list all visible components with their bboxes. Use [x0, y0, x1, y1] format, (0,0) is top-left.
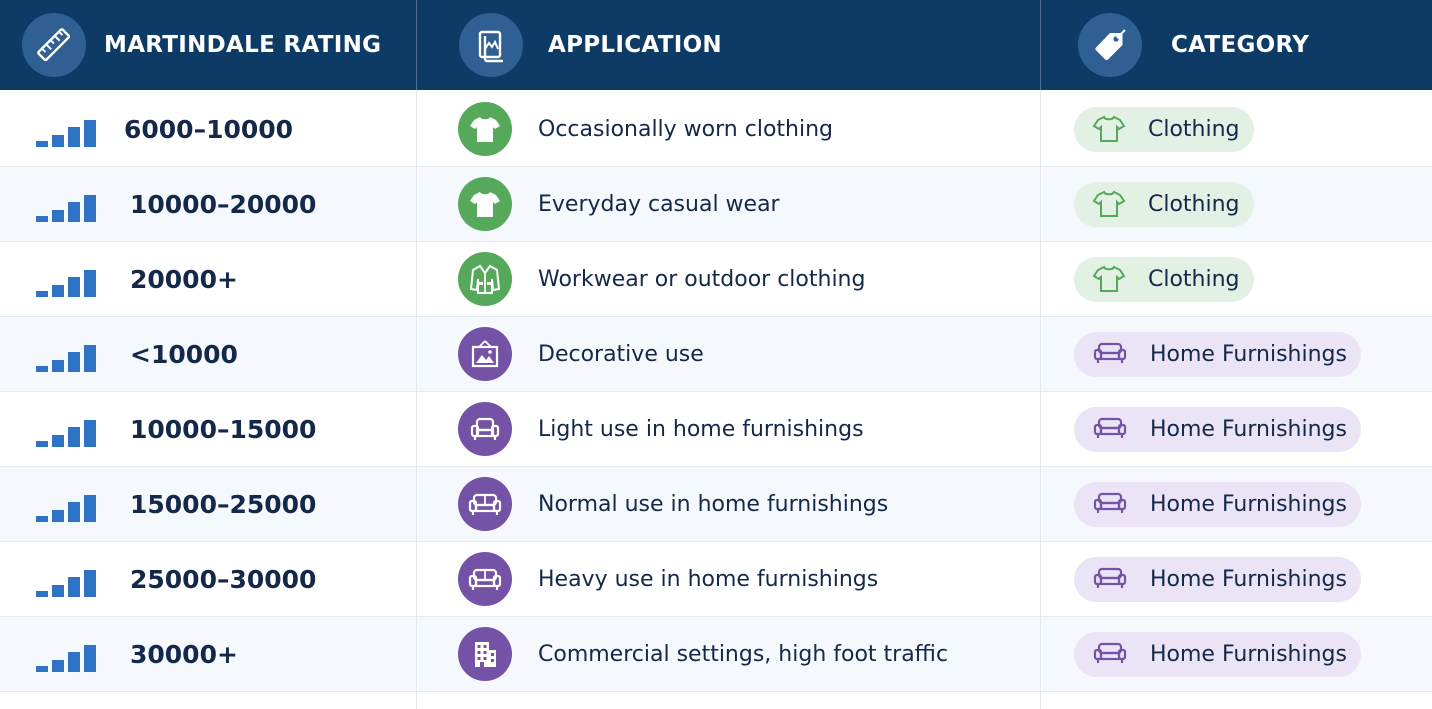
- rating-cell: [22, 92, 293, 166]
- rating-cell: [22, 467, 316, 541]
- category-label: Clothing: [1148, 191, 1240, 217]
- rating-bar: [52, 435, 64, 447]
- sofa-icon: [1092, 639, 1128, 669]
- rating-bar: [84, 195, 96, 222]
- rating-bar: [84, 345, 96, 372]
- rating-bar: [84, 495, 96, 522]
- rating-value: 6000–10000: [124, 114, 294, 144]
- rating-bars-icon: [22, 557, 102, 601]
- rating-bar: [52, 210, 64, 222]
- application-text: Normal use in home furnishings: [538, 491, 889, 517]
- sofa-icon: [1092, 489, 1128, 519]
- application-text: Light use in home furnishings: [538, 416, 864, 442]
- rating-bars-icon: [22, 182, 102, 226]
- rating-bars-icon: [22, 407, 102, 451]
- application-cell: [458, 467, 888, 541]
- rating-bars-icon: [22, 482, 102, 526]
- category-cell: [1074, 317, 1361, 391]
- category-badge: [1074, 557, 1361, 602]
- category-cell: [1074, 617, 1361, 691]
- rating-value: 20000+: [130, 264, 238, 294]
- rating-bar: [52, 510, 64, 522]
- table-row: [0, 242, 1432, 317]
- rating-bar: [84, 645, 96, 672]
- category-badge: [1074, 632, 1361, 677]
- rating-cell: [22, 317, 238, 391]
- category-badge: [1074, 482, 1361, 527]
- rating-value: 10000–15000: [130, 414, 317, 444]
- table-row: [0, 167, 1432, 242]
- rating-bar: [68, 202, 80, 222]
- rating-bar: [68, 427, 80, 447]
- t-shirt-icon: [1092, 264, 1126, 294]
- category-cell: [1074, 167, 1254, 241]
- rating-bar: [36, 291, 48, 297]
- category-label: Home Furnishings: [1150, 491, 1347, 517]
- rating-bar: [84, 120, 96, 147]
- rating-bar: [68, 352, 80, 372]
- rating-bar: [52, 660, 64, 672]
- rating-bar: [52, 360, 64, 372]
- rating-bar: [36, 516, 48, 522]
- rating-value: <10000: [130, 339, 238, 369]
- category-cell: [1074, 242, 1254, 316]
- rating-bar: [36, 591, 48, 597]
- sofa-icon: [1092, 414, 1128, 444]
- rating-cell: [22, 392, 316, 466]
- table-header: [0, 0, 1432, 90]
- rating-value: 10000–20000: [130, 189, 317, 219]
- t-shirt-icon: [458, 177, 512, 231]
- rating-value: 25000–30000: [130, 564, 317, 594]
- category-label: Clothing: [1148, 116, 1240, 142]
- category-badge: [1074, 332, 1361, 377]
- rating-bars-icon: [22, 632, 102, 676]
- rating-bar: [36, 216, 48, 222]
- rating-bars-icon: [22, 107, 102, 151]
- jacket-icon: [458, 252, 512, 306]
- category-badge: [1074, 107, 1254, 152]
- rating-cell: [22, 167, 316, 241]
- rating-bars-icon: [22, 257, 102, 301]
- rating-bar: [68, 652, 80, 672]
- table-row: [0, 467, 1432, 542]
- table-row: [0, 317, 1432, 392]
- column-divider: [1040, 90, 1041, 709]
- sofa-icon: [458, 552, 512, 606]
- rating-bars-icon: [22, 332, 102, 376]
- t-shirt-icon: [1092, 189, 1126, 219]
- column-divider: [416, 90, 417, 709]
- rating-bar: [36, 441, 48, 447]
- armchair-icon: [458, 402, 512, 456]
- rating-bar: [36, 366, 48, 372]
- sofa-icon: [1092, 339, 1128, 369]
- application-text: Commercial settings, high foot traffic: [538, 641, 949, 667]
- rating-bar: [36, 141, 48, 147]
- category-badge: [1074, 257, 1254, 302]
- category-cell: [1074, 542, 1361, 616]
- header-cell-category: [1041, 0, 1432, 90]
- price-tag-icon: [1078, 13, 1142, 77]
- rating-bar: [68, 577, 80, 597]
- rating-bar: [84, 270, 96, 297]
- office-building-icon: [458, 627, 512, 681]
- category-label: Home Furnishings: [1150, 341, 1347, 367]
- table-row: [0, 617, 1432, 692]
- rating-bar: [68, 127, 80, 147]
- rating-value: 15000–25000: [130, 489, 317, 519]
- application-cell: [458, 542, 878, 616]
- rating-bar: [68, 502, 80, 522]
- category-cell: [1074, 92, 1254, 166]
- category-label: Home Furnishings: [1150, 566, 1347, 592]
- application-cell: [458, 242, 865, 316]
- rating-bar: [36, 666, 48, 672]
- rating-cell: [22, 242, 238, 316]
- ruler-icon: [22, 13, 86, 77]
- application-cell: [458, 92, 833, 166]
- sofa-icon: [458, 477, 512, 531]
- sofa-icon: [1092, 564, 1128, 594]
- rating-bar: [84, 570, 96, 597]
- category-label: Clothing: [1148, 266, 1240, 292]
- rating-bar: [52, 585, 64, 597]
- category-cell: [1074, 467, 1361, 541]
- documents-icon: [459, 13, 523, 77]
- application-text: Heavy use in home furnishings: [538, 566, 879, 592]
- table-row: [0, 542, 1432, 617]
- table-row: [0, 92, 1432, 167]
- header-rating-label: MARTINDALE RATING: [104, 32, 382, 58]
- category-badge: [1074, 407, 1361, 452]
- category-badge: [1074, 182, 1254, 227]
- header-cell-application: [417, 0, 1040, 90]
- t-shirt-icon: [458, 102, 512, 156]
- category-label: Home Furnishings: [1150, 416, 1347, 442]
- rating-cell: [22, 542, 316, 616]
- rating-value: 30000+: [130, 639, 238, 669]
- application-cell: [458, 167, 780, 241]
- t-shirt-icon: [1092, 114, 1126, 144]
- header-category-label: CATEGORY: [1171, 32, 1310, 58]
- application-cell: [458, 617, 948, 691]
- application-text: Occasionally worn clothing: [538, 116, 833, 142]
- header-application-label: APPLICATION: [548, 32, 722, 58]
- application-cell: [458, 317, 704, 391]
- application-text: Decorative use: [538, 341, 704, 367]
- rating-bar: [68, 277, 80, 297]
- rating-bar: [52, 135, 64, 147]
- rating-bar: [52, 285, 64, 297]
- header-cell-rating: [0, 0, 416, 90]
- category-cell: [1074, 392, 1361, 466]
- rating-cell: [22, 617, 238, 691]
- application-text: Everyday casual wear: [538, 191, 780, 217]
- framed-picture-icon: [458, 327, 512, 381]
- table-row: [0, 392, 1432, 467]
- application-text: Workwear or outdoor clothing: [538, 266, 866, 292]
- rating-bar: [84, 420, 96, 447]
- application-cell: [458, 392, 864, 466]
- category-label: Home Furnishings: [1150, 641, 1347, 667]
